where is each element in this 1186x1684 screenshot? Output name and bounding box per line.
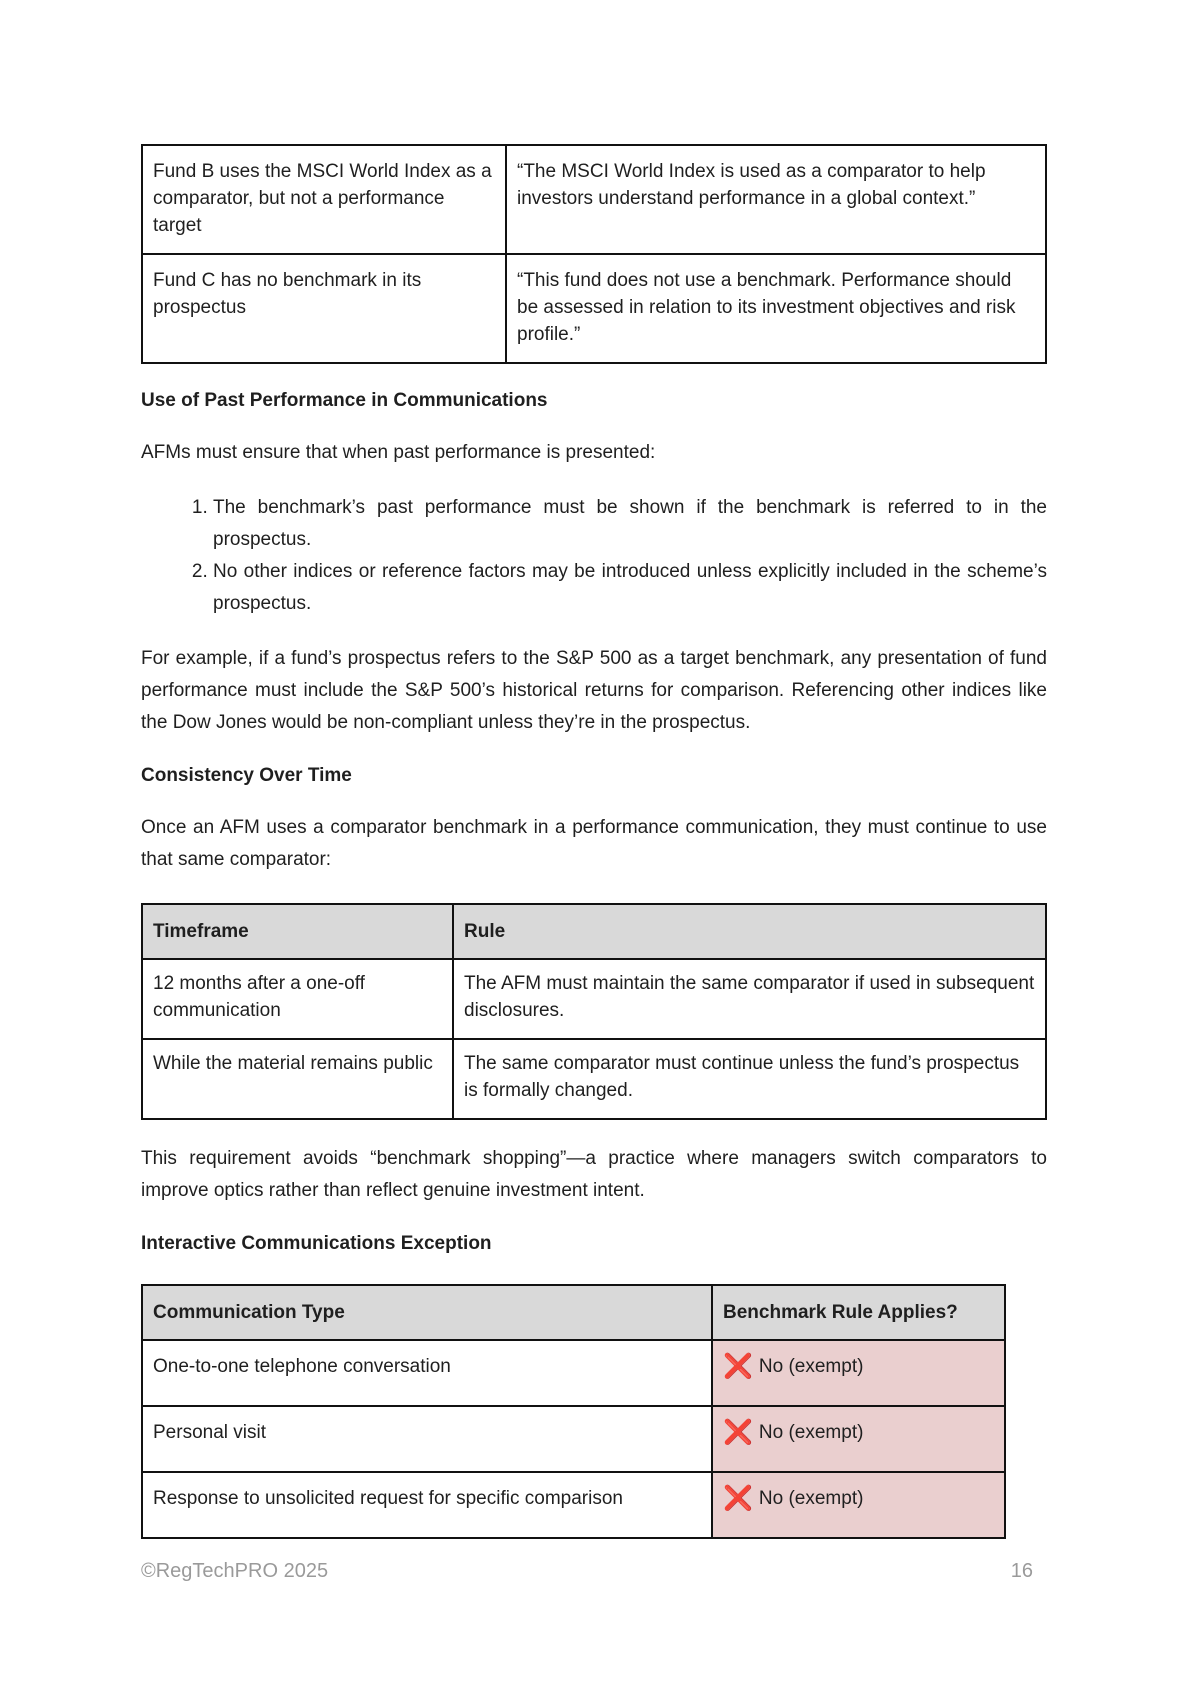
copyright-text: ©RegTechPRO 2025 [141,1560,329,1582]
table-cell: While the material remains public [142,1039,453,1119]
interactive-exception-table [141,1284,1006,1539]
table-header-row [142,904,1046,959]
exempt-label: No (exempt) [758,1356,864,1377]
paragraph: Once an AFM uses a comparator benchmark in a performance communication, they must continue to use that same comparator: [141,817,1047,870]
table-row [142,254,1046,363]
table-cell: The same comparator must continue unless the fund’s prospectus is formally changed. [453,1039,1046,1119]
list-item: 2. No other indices or reference factors may be introduced unless explicitly included in the scheme’s prospectus. [213,556,1047,620]
exempt-cell [712,1340,1005,1406]
cross-mark-icon: ❌ [723,1353,753,1380]
column-header: Rule [453,904,1046,959]
table-row [142,1340,1005,1406]
cross-mark-icon: ❌ [723,1485,753,1512]
table-cell: 12 months after a one-off communication [142,959,453,1039]
exempt-label: No (exempt) [758,1488,864,1509]
table-cell: Personal visit [142,1406,712,1472]
fund-benchmark-table [141,144,1047,364]
exempt-cell [712,1472,1005,1538]
exempt-cell [712,1406,1005,1472]
cross-mark-icon: ❌ [723,1419,753,1446]
page-footer [141,1560,1033,1583]
numbered-list [141,492,1047,620]
table-cell: Fund C has no benchmark in its prospectus [142,254,506,363]
exempt-label: No (exempt) [758,1422,864,1443]
table-row [142,959,1046,1039]
column-header: Communication Type [142,1285,712,1340]
table-cell: “This fund does not use a benchmark. Performance should be assessed in relation to its investment objectives and risk profile.” [506,254,1046,363]
table-row [142,1472,1005,1538]
table-row [142,1039,1046,1119]
table-row [142,145,1046,254]
column-header: Benchmark Rule Applies? [712,1285,1005,1340]
section-heading: Consistency Over Time [141,765,352,786]
table-cell: Fund B uses the MSCI World Index as a comparator, but not a performance target [142,145,506,254]
list-item: 1. The benchmark’s past performance must be shown if the benchmark is referred to in the prospectus. [213,492,1047,556]
section-heading: Use of Past Performance in Communications [141,390,548,411]
table-cell: Response to unsolicited request for specific comparison [142,1472,712,1538]
paragraph: For example, if a fund’s prospectus refers to the S&P 500 as a target benchmark, any presentation of fund performance must include the S&P 500’s historical returns for comparison. Referencing other indices like the Dow Jones would be non-compliant unless they’re in the prospectus. [141,648,1047,733]
section-heading: Interactive Communications Exception [141,1233,492,1254]
column-header: Timeframe [142,904,453,959]
table-cell: One-to-one telephone conversation [142,1340,712,1406]
consistency-table [141,903,1047,1120]
page-number: 16 [1010,1560,1033,1582]
document-page [141,144,1047,1539]
table-cell: “The MSCI World Index is used as a comparator to help investors understand performance in a global context.” [506,145,1046,254]
paragraph: This requirement avoids “benchmark shopping”—a practice where managers switch comparators to improve optics rather than reflect genuine investment intent. [141,1148,1047,1201]
table-header-row [142,1285,1005,1340]
paragraph: AFMs must ensure that when past performance is presented: [141,442,656,463]
table-cell: The AFM must maintain the same comparator if used in subsequent disclosures. [453,959,1046,1039]
table-row [142,1406,1005,1472]
